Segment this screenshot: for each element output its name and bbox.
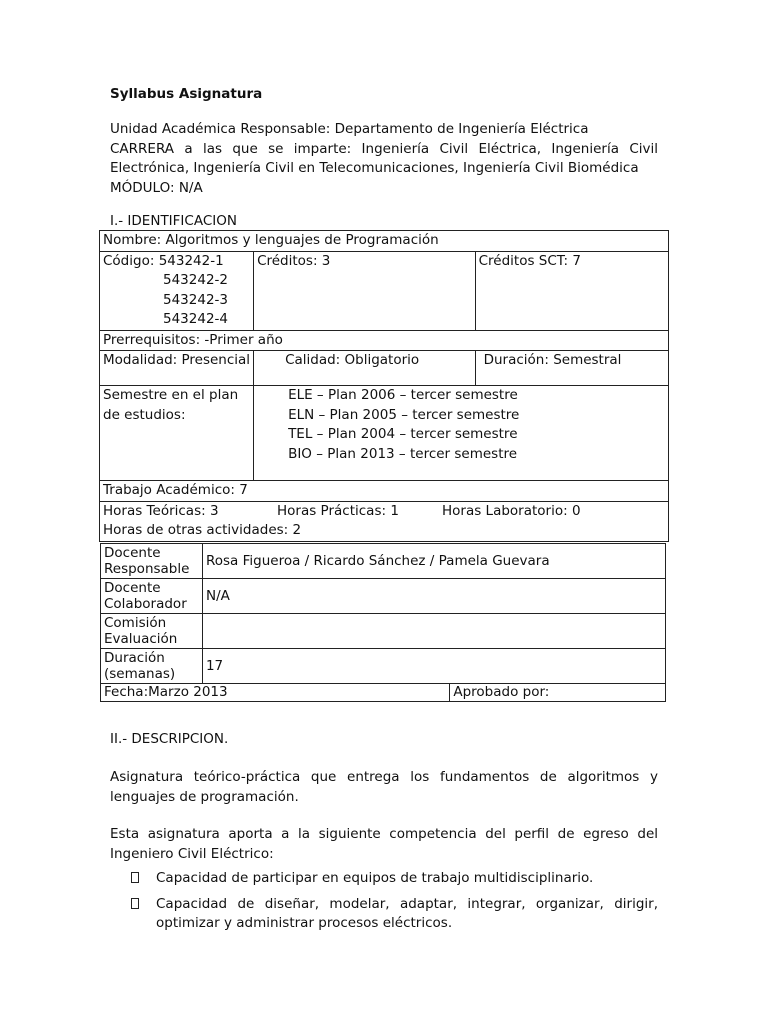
list-item-text: Capacidad de participar en equipos de trabajo multidisciplinario.: [156, 870, 594, 886]
table-row: [101, 579, 666, 614]
codigo-value: 543242-3: [163, 291, 228, 308]
competencias-list: [131, 869, 658, 940]
section-descripcion-heading: II.- DESCRIPCION.: [110, 731, 229, 747]
semestre-label-cell: Semestre en el plan de estudios:: [100, 386, 254, 481]
codigo-label: Código:: [103, 252, 155, 269]
duracion-semanas-value: 17: [202, 649, 665, 684]
bullet-icon: [131, 898, 139, 909]
list-item: [131, 869, 658, 889]
codigo-value: 543242-2: [163, 272, 228, 288]
unidad-line: Unidad Académica Responsable: Departamento de Ingeniería Eléctrica: [110, 121, 589, 137]
table-row: [100, 386, 669, 481]
duracion-cell: Duración: Semestral: [475, 351, 668, 386]
table-row: [101, 684, 666, 702]
modalidad-cell: [100, 351, 254, 386]
colaborador-label: Docente Colaborador: [101, 579, 203, 614]
trabajo-cell: Trabajo Académico: 7: [100, 481, 669, 502]
document-title: Syllabus Asignatura: [110, 86, 263, 102]
fecha-cell: Fecha:Marzo 2013: [101, 684, 450, 702]
horas-teoricas: Horas Teóricas: 3: [103, 502, 219, 519]
table-row: [100, 330, 669, 351]
descripcion-paragraph: Asignatura teórico-práctica que entrega los fundamentos de algoritmos y lenguajes de programación.: [110, 769, 658, 805]
list-item-text: Capacidad de diseñar, modelar, adaptar, integrar, organizar, dirigir, optimizar y administrar procesos eléctricos.: [156, 895, 658, 931]
plan-line: BIO – Plan 2013 – tercer semestre: [288, 445, 518, 462]
comision-label: Comisión Evaluación: [101, 614, 203, 649]
competencia-paragraph: Esta asignatura aporta a la siguiente competencia del perfil de egreso del Ingeniero Civil Eléctrico:: [110, 826, 658, 862]
creditos-sct-cell: Créditos SCT: 7: [475, 251, 668, 330]
intro-block: [110, 120, 658, 198]
plan-line: ELE – Plan 2006 – tercer semestre: [288, 387, 518, 403]
creditos-cell: Créditos: 3: [254, 251, 476, 330]
planes-cell: [254, 386, 669, 481]
prerrequisitos-cell: Prerrequisitos: -Primer año: [100, 330, 669, 351]
section-identificacion-heading: I.- IDENTIFICACION: [110, 213, 237, 229]
identification-table: [99, 230, 669, 542]
table-row: [101, 614, 666, 649]
bullet-icon: [131, 872, 139, 883]
codigo-cell: [100, 251, 254, 330]
horas-cell: [100, 501, 669, 541]
modalidad-text: Modalidad: Presencial: [103, 352, 251, 368]
table-row: [101, 649, 666, 684]
horas-practicas: Horas Prácticas: 1: [277, 502, 399, 519]
table-row: [100, 501, 669, 541]
table-row: [100, 231, 669, 252]
colaborador-value: N/A: [202, 579, 665, 614]
duracion-semanas-label: Duración (semanas): [101, 649, 203, 684]
codigo-value: 543242-4: [163, 311, 228, 327]
codigo-value: 543242-1: [158, 252, 224, 269]
docentes-table: [100, 543, 666, 702]
table-row: [101, 544, 666, 579]
list-item: [131, 895, 658, 934]
horas-otras: Horas de otras actividades: 2: [103, 522, 302, 538]
aprobado-cell: Aprobado por:: [450, 684, 666, 702]
carrera-paragraph: CARRERA a las que se imparte: Ingeniería Civil Eléctrica, Ingeniería Civil Electrónica, Ingeniería Civil en Telecomunicaciones, Ingeniería Civil Biomédica: [110, 140, 658, 176]
plan-line: ELN – Plan 2005 – tercer semestre: [288, 406, 520, 423]
horas-laboratorio: Horas Laboratorio: 0: [442, 502, 581, 519]
modulo-line: MÓDULO: N/A: [110, 179, 203, 196]
comision-value: [202, 614, 665, 649]
responsable-label: Docente Responsable: [101, 544, 203, 579]
plan-line: TEL – Plan 2004 – tercer semestre: [288, 426, 518, 442]
table-row: [100, 251, 669, 330]
table-row: [100, 481, 669, 502]
nombre-cell: Nombre: Algoritmos y lenguajes de Programación: [100, 231, 669, 252]
calidad-cell: Calidad: Obligatorio: [254, 351, 476, 386]
responsable-value: Rosa Figueroa / Ricardo Sánchez / Pamela Guevara: [202, 544, 665, 579]
table-row: [100, 351, 669, 386]
